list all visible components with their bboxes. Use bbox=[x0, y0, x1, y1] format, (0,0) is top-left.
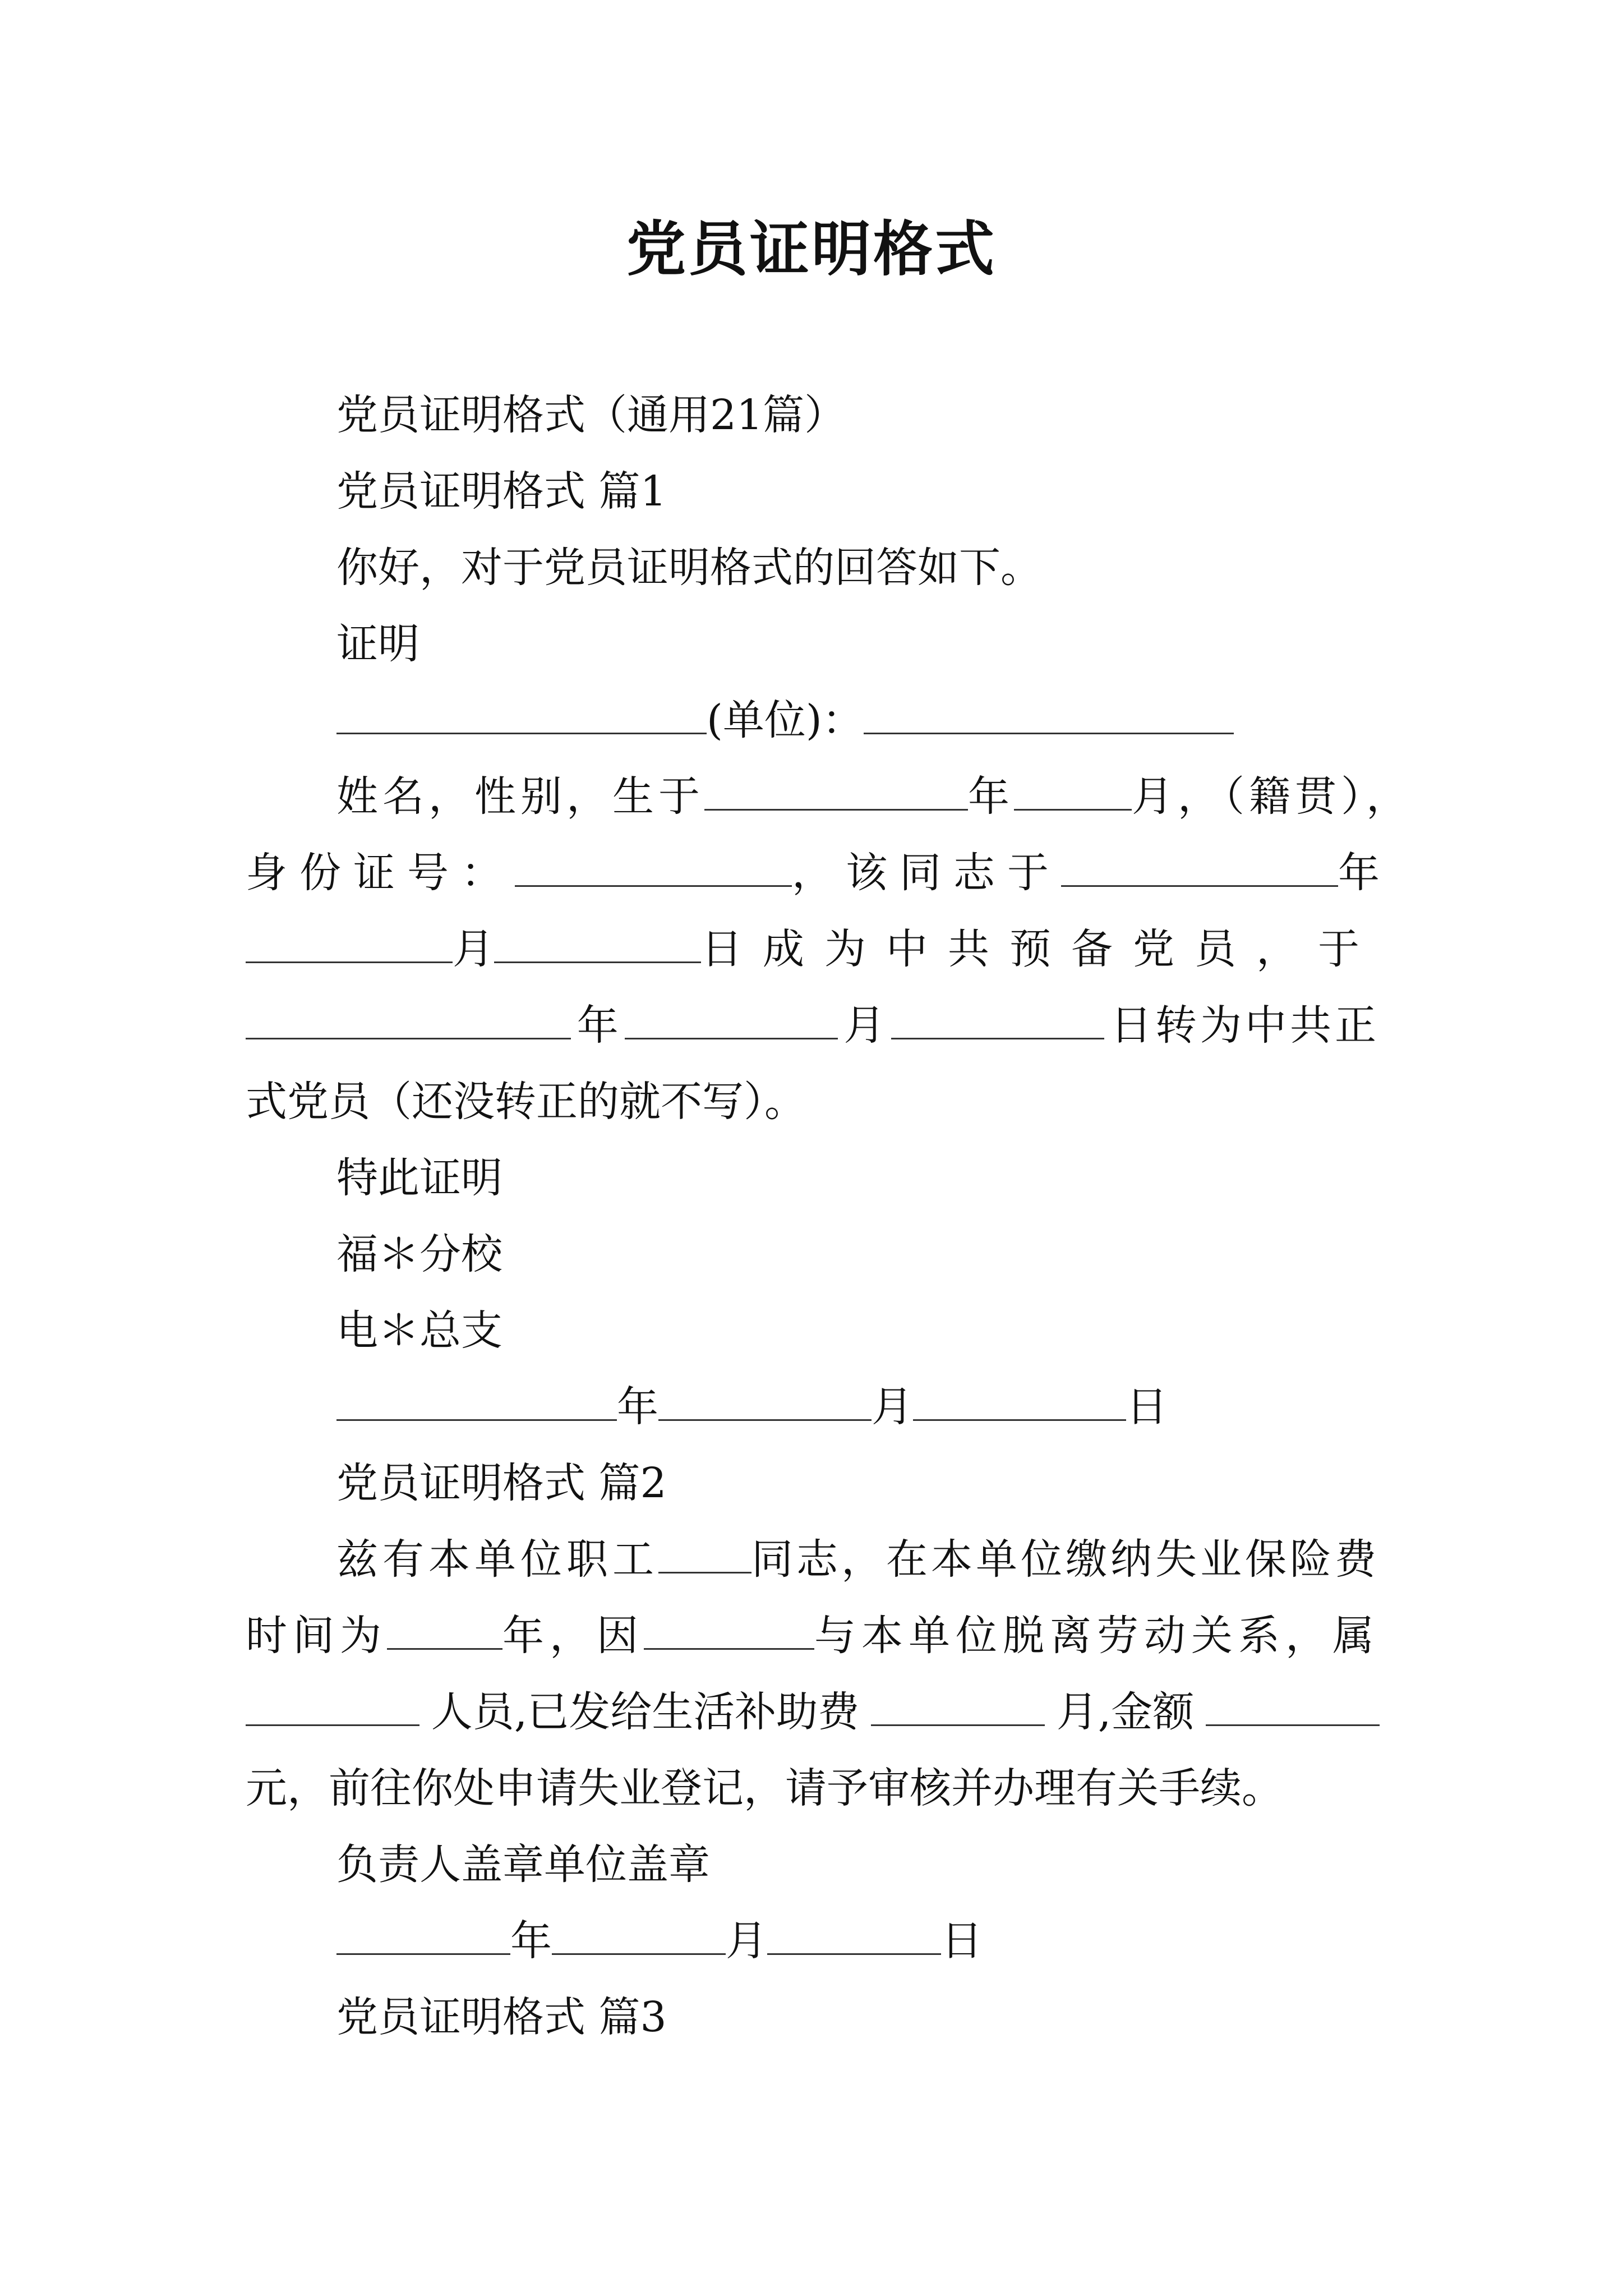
full-month-blank bbox=[625, 999, 838, 1039]
unit-blank-left bbox=[336, 693, 707, 734]
reason-blank bbox=[644, 1609, 814, 1650]
s1-para-line3 bbox=[246, 921, 1380, 977]
pay-years-blank bbox=[387, 1609, 502, 1650]
worker-name-blank bbox=[658, 1533, 751, 1573]
s2-l3b: 月,金额 bbox=[1056, 1688, 1195, 1736]
unit-line bbox=[336, 692, 1234, 748]
s1-org2: 电＊总支 bbox=[336, 1306, 502, 1355]
s1-date-year-label: 年 bbox=[617, 1383, 658, 1431]
birth-month-label: 月，（籍贯）， bbox=[1132, 772, 1412, 821]
s2-para-line4: 元，前往你处申请失业登记，请予审核并办理有关手续。 bbox=[246, 1764, 1283, 1812]
s1-full-text: 日转为中共正 bbox=[1110, 1001, 1380, 1050]
s1-date-month-label: 月 bbox=[872, 1383, 913, 1431]
join-day-blank bbox=[494, 922, 701, 963]
s2-sign: 负责人盖章单位盖章 bbox=[336, 1841, 710, 1889]
s1-date-year-blank bbox=[336, 1380, 617, 1421]
full-year-blank bbox=[246, 999, 571, 1039]
s1-date-day-blank bbox=[913, 1380, 1126, 1421]
intro-line: 党员证明格式（通用21篇） bbox=[336, 391, 846, 439]
s1-para-line1 bbox=[336, 769, 1412, 825]
section1-heading: 党员证明格式 篇1 bbox=[336, 467, 667, 516]
s1-para-line2 bbox=[246, 845, 1380, 901]
s2-l3a: 人员,已发给生活补助费 bbox=[431, 1688, 860, 1736]
s2-date-month-label: 月 bbox=[726, 1917, 767, 1965]
s1-mid-text: ，该同志于 bbox=[792, 849, 1061, 897]
birth-year-blank bbox=[704, 770, 968, 811]
document-title: 党员证明格式 bbox=[626, 214, 997, 284]
s1-para-line4 bbox=[246, 997, 1380, 1053]
s2-para-line1 bbox=[336, 1531, 1380, 1588]
s2-date-line bbox=[336, 1913, 983, 1969]
full-year-label: 年 bbox=[577, 1001, 619, 1050]
s1-name-text: 姓名，性别，生于 bbox=[336, 772, 704, 821]
section3-heading: 党员证明格式 篇3 bbox=[336, 1993, 667, 2041]
join-month-label: 月 bbox=[453, 925, 494, 973]
s2-l2c: 与本单位脱离劳动关系，属 bbox=[814, 1612, 1380, 1660]
birth-year-label: 年 bbox=[968, 772, 1014, 821]
id-blank bbox=[515, 846, 792, 887]
id-label: 身份证号： bbox=[246, 849, 515, 897]
s2-date-day-label: 日 bbox=[941, 1917, 983, 1965]
s2-l1a: 兹有本单位职工 bbox=[336, 1535, 658, 1584]
s2-para-line2 bbox=[246, 1608, 1380, 1664]
s2-date-day-blank bbox=[767, 1914, 941, 1955]
s2-l2b: 年，因 bbox=[502, 1612, 644, 1660]
section1-cert-label: 证明 bbox=[336, 620, 419, 668]
amount-blank bbox=[1206, 1685, 1380, 1726]
section2-heading: 党员证明格式 篇2 bbox=[336, 1459, 667, 1507]
s1-join-text: 日成为中共预备党员，于 bbox=[701, 925, 1380, 973]
birth-month-blank bbox=[1014, 770, 1132, 811]
s1-date-month-blank bbox=[658, 1380, 872, 1421]
full-month-label: 月 bbox=[843, 1001, 886, 1050]
unit-label: (单位)： bbox=[707, 696, 864, 744]
full-day-blank bbox=[891, 999, 1104, 1039]
s2-l1b: 同志，在本单位缴纳失业保险费 bbox=[751, 1535, 1380, 1584]
s1-closing: 特此证明 bbox=[336, 1154, 502, 1202]
category-blank bbox=[246, 1685, 419, 1726]
section1-greeting: 你好，对于党员证明格式的回答如下。 bbox=[336, 544, 1042, 592]
s2-para-line3 bbox=[246, 1684, 1380, 1740]
unit-blank-right bbox=[864, 693, 1234, 734]
s2-date-year-blank bbox=[336, 1914, 510, 1955]
s1-para-line5: 式党员（还没转正的就不写）。 bbox=[246, 1078, 806, 1126]
join-year-label: 年 bbox=[1338, 849, 1380, 897]
join-year-blank bbox=[1061, 846, 1338, 887]
s2-l2a: 时间为 bbox=[246, 1612, 387, 1660]
s1-org1: 福＊分校 bbox=[336, 1230, 502, 1278]
s1-date-line bbox=[336, 1379, 1168, 1435]
s2-date-year-label: 年 bbox=[510, 1917, 552, 1965]
s2-date-month-blank bbox=[552, 1914, 726, 1955]
join-month-blank bbox=[246, 922, 453, 963]
subsidy-months-blank bbox=[871, 1685, 1045, 1726]
s1-date-day-label: 日 bbox=[1126, 1383, 1168, 1431]
